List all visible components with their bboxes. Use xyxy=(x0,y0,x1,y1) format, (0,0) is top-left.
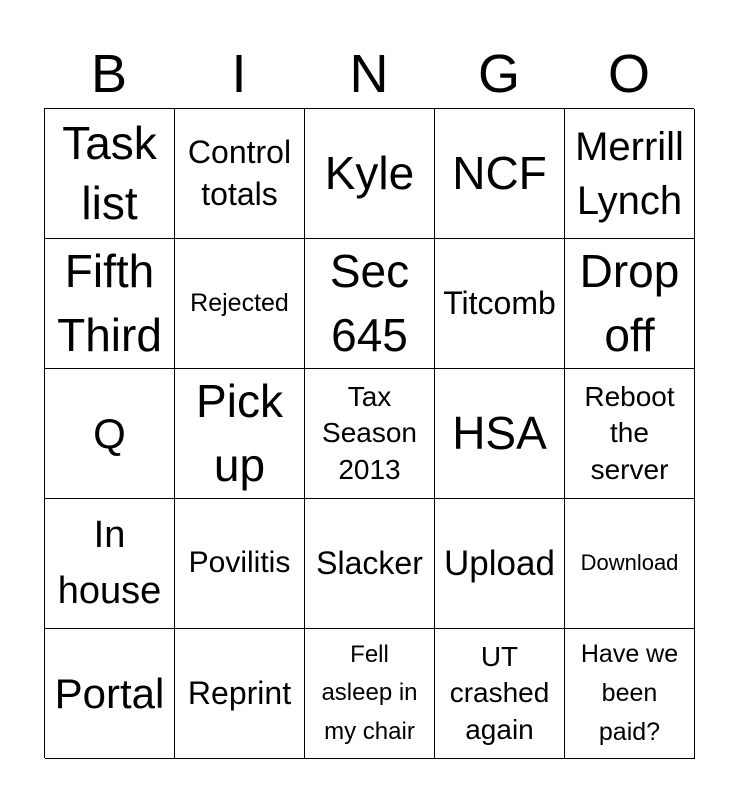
bingo-cell-r4c2[interactable] xyxy=(175,499,305,629)
cell-label: Upload xyxy=(444,544,555,583)
bingo-board xyxy=(44,108,694,758)
bingo-header xyxy=(44,40,694,108)
bingo-cell-r3c3[interactable] xyxy=(305,369,435,499)
header-letter-i: I xyxy=(231,44,247,104)
bingo-cell-r5c2[interactable] xyxy=(175,629,305,759)
cell-label: Q xyxy=(93,410,126,457)
bingo-cell-r2c5[interactable] xyxy=(565,239,695,369)
cell-label: Tax Season 2013 xyxy=(322,380,417,485)
cell-label: Fifth Third xyxy=(57,245,162,361)
cell-label: Rejected xyxy=(190,289,289,318)
cell-label: Sec 645 xyxy=(329,245,410,361)
header-letter-o: O xyxy=(607,44,650,104)
bingo-cell-r3c4[interactable] xyxy=(435,369,565,499)
header-letter-b: B xyxy=(90,44,128,104)
cell-label: In house xyxy=(57,514,162,612)
bingo-cell-r2c1[interactable] xyxy=(45,239,175,369)
header-letter-n: N xyxy=(349,44,389,104)
cell-label: Slacker xyxy=(316,544,423,581)
cell-label: Pick up xyxy=(196,375,283,491)
cell-label: Download xyxy=(580,550,679,576)
cell-label: Reboot the server xyxy=(584,380,675,485)
bingo-cell-r4c3[interactable] xyxy=(305,499,435,629)
cell-label: Kyle xyxy=(324,146,415,199)
cell-label: NCF xyxy=(452,146,547,199)
cell-label: UT crashed again xyxy=(449,640,550,745)
bingo-cell-r5c3[interactable] xyxy=(305,629,435,759)
cell-label: Reprint xyxy=(187,674,292,711)
cell-label: Have we been paid? xyxy=(580,640,679,746)
bingo-cell-r3c5[interactable] xyxy=(565,369,695,499)
bingo-cell-r2c4[interactable] xyxy=(435,239,565,369)
cell-label: Control totals xyxy=(187,133,292,212)
bingo-cell-r4c5[interactable] xyxy=(565,499,695,629)
cell-label: Povilitis xyxy=(188,546,291,580)
header-letter-g: G xyxy=(477,44,520,104)
bingo-cell-r5c1[interactable] xyxy=(45,629,175,759)
bingo-cell-r4c1[interactable] xyxy=(45,499,175,629)
cell-label: Portal xyxy=(54,670,165,717)
bingo-cell-r2c3[interactable] xyxy=(305,239,435,369)
bingo-cell-r5c4[interactable] xyxy=(435,629,565,759)
bingo-cell-r1c4[interactable] xyxy=(435,109,565,239)
cell-label: Fell asleep in my chair xyxy=(321,640,418,745)
bingo-cell-r3c1[interactable] xyxy=(45,369,175,499)
bingo-cell-r2c2[interactable] xyxy=(175,239,305,369)
cell-label: Titcomb xyxy=(443,284,556,321)
bingo-cell-r4c4[interactable] xyxy=(435,499,565,629)
bingo-cell-r1c2[interactable] xyxy=(175,109,305,239)
cell-label: Drop off xyxy=(579,245,680,361)
bingo-cell-r5c5[interactable] xyxy=(565,629,695,759)
cell-label: HSA xyxy=(452,406,547,459)
bingo-cell-r1c3[interactable] xyxy=(305,109,435,239)
bingo-cell-r1c1[interactable] xyxy=(45,109,175,239)
cell-label: Task list xyxy=(62,116,157,229)
bingo-cell-r1c5[interactable] xyxy=(565,109,695,239)
cell-label: Merrill Lynch xyxy=(575,124,684,223)
bingo-cell-r3c2[interactable] xyxy=(175,369,305,499)
